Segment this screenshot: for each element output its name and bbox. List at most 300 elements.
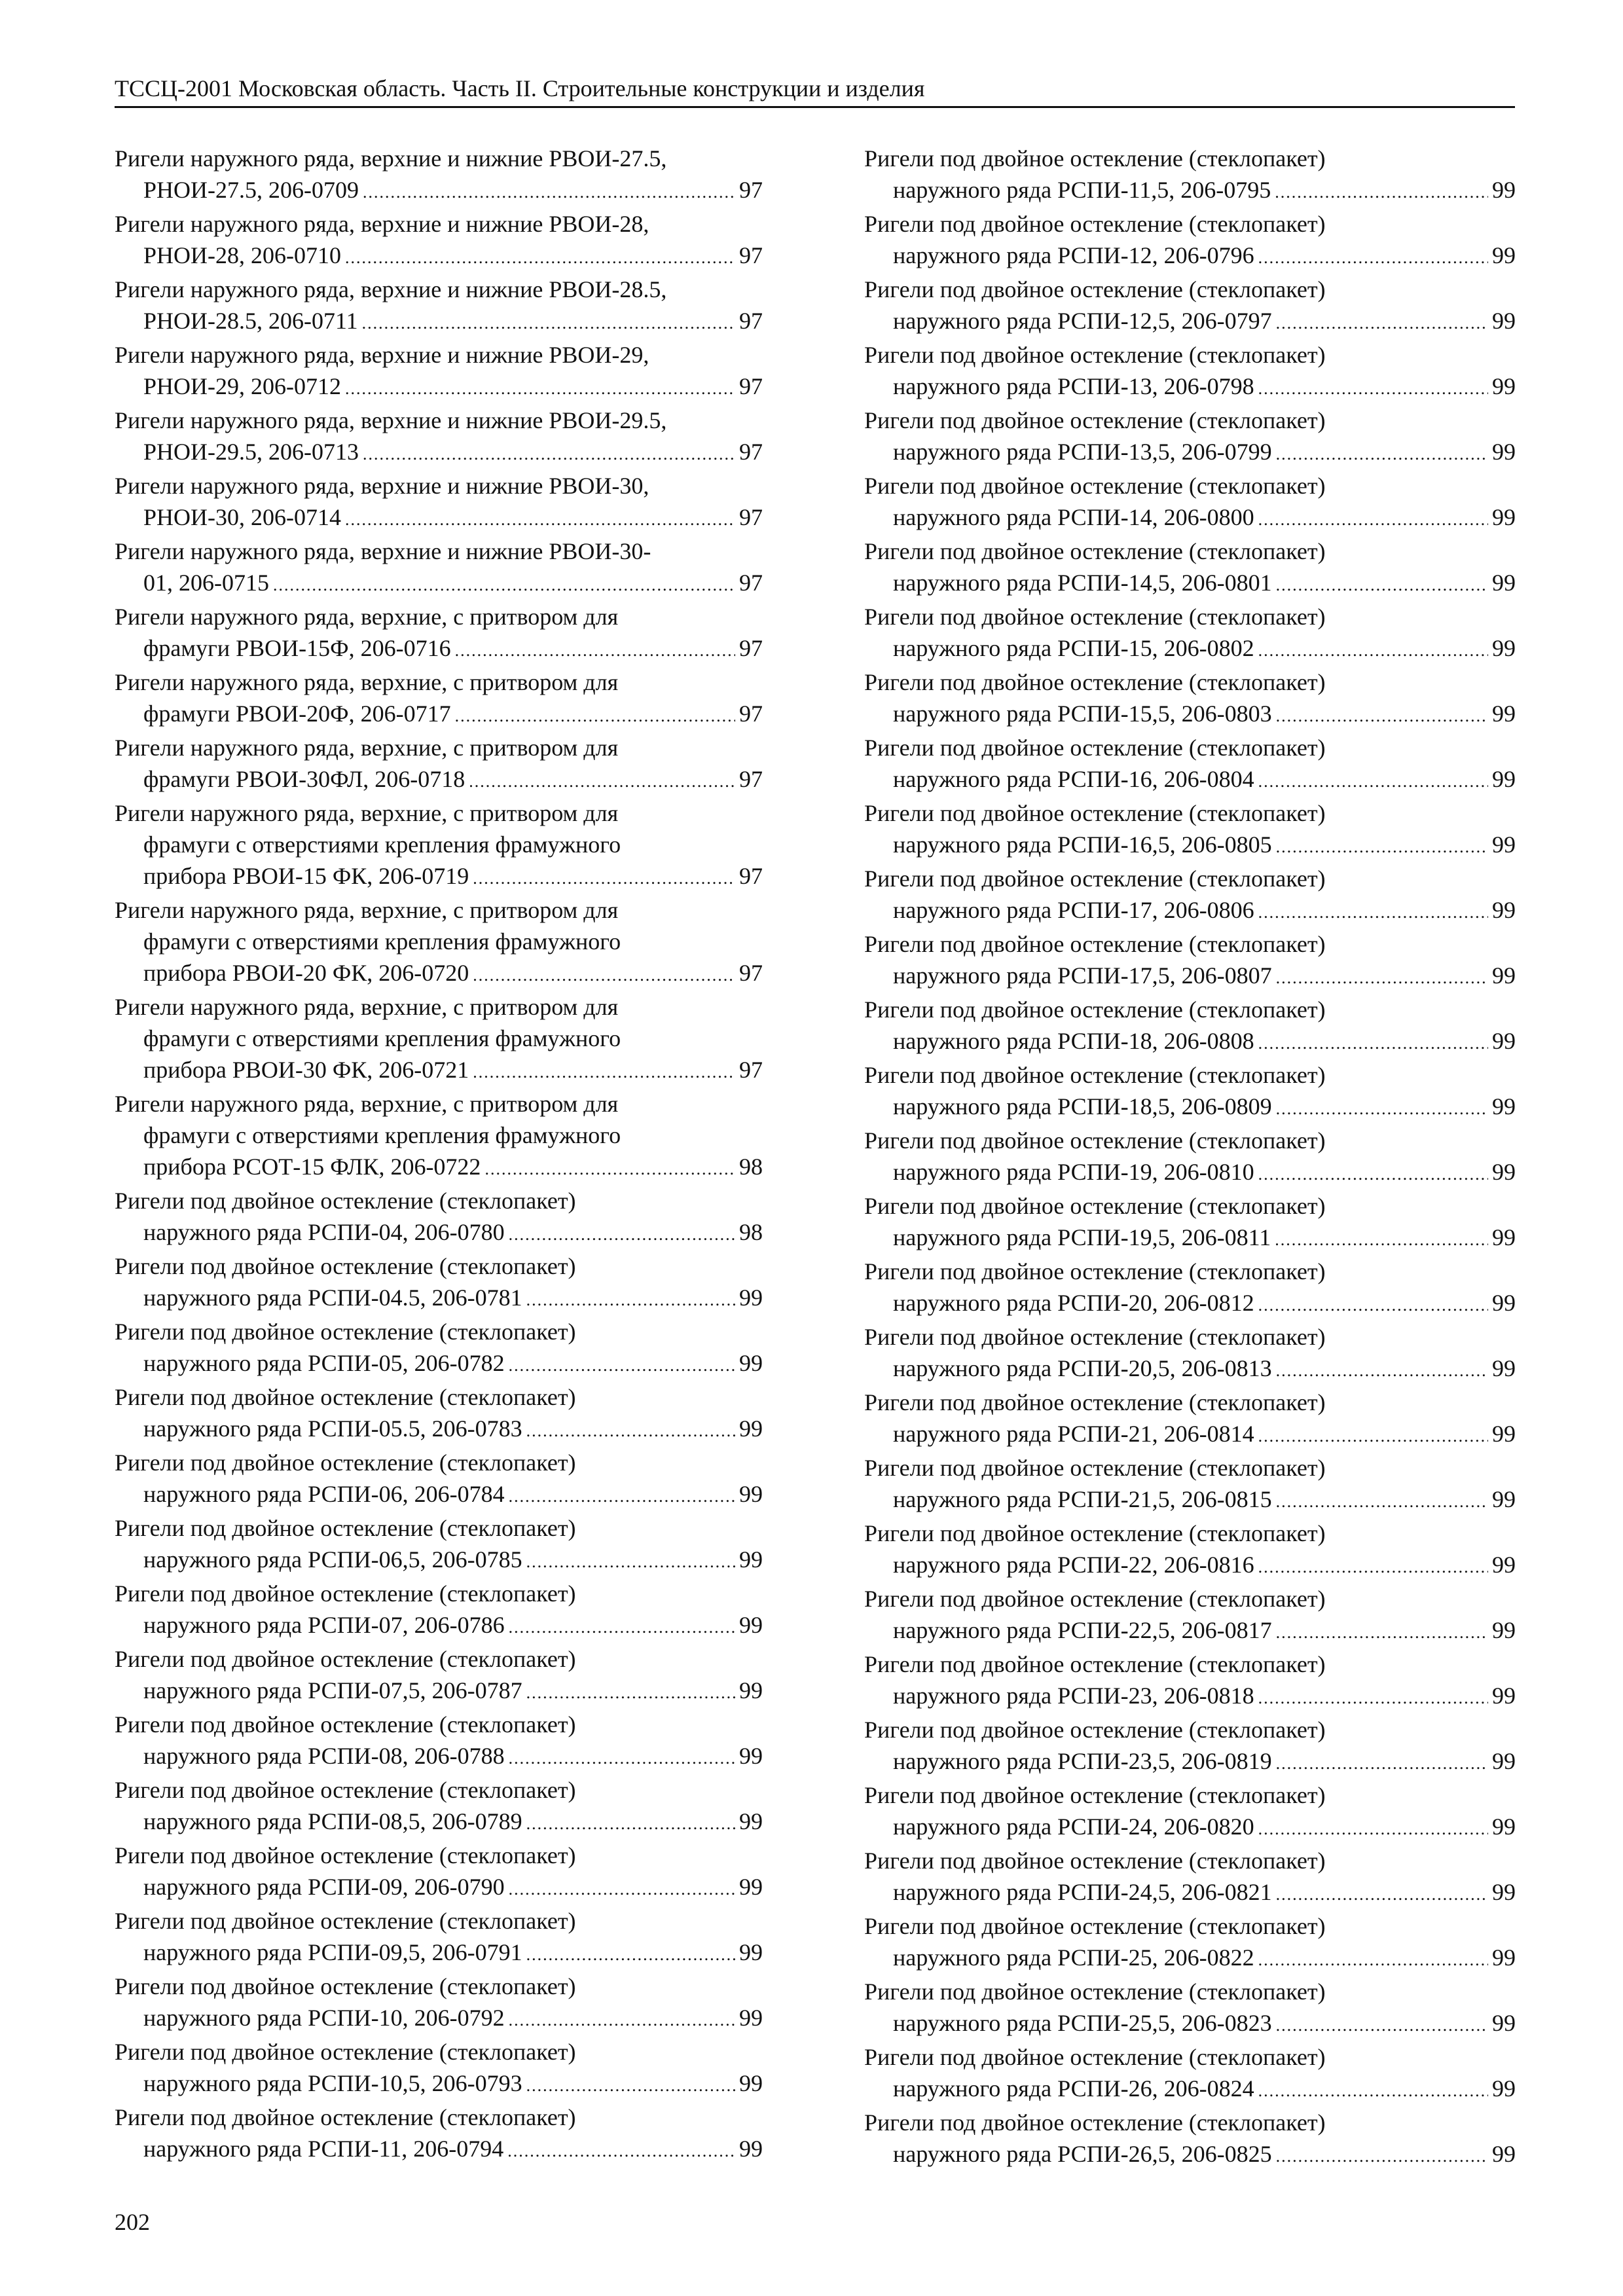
toc-entry-line: наружного ряда РСПИ-18, 206-0808 — [893, 1028, 1254, 1054]
toc-entry-line: Ригели под двойное остекление (стеклопакет) — [115, 1908, 576, 1934]
toc-entry-line: фрамуги РВОИ-15Ф, 206-0716 — [143, 635, 451, 661]
toc-entry — [115, 339, 763, 405]
dot-leader — [509, 1219, 735, 1250]
toc-entry-last-line — [864, 1287, 1516, 1321]
toc-entry — [864, 601, 1516, 666]
toc-entry-line: прибора РВОИ-30 ФК, 206-0721 — [143, 1057, 469, 1083]
toc-entry-last-line — [864, 371, 1516, 405]
dot-leader — [1258, 504, 1488, 536]
toc-entry-line: наружного ряда РСПИ-14,5, 206-0801 — [893, 570, 1272, 596]
toc-page-number: 97 — [739, 635, 763, 661]
toc-entry-line: наружного ряда РСПИ-11, 206-0794 — [143, 2136, 504, 2162]
toc-entry-last-line — [864, 1745, 1516, 1779]
toc-entry-last-line — [864, 567, 1516, 601]
toc-entry — [864, 2041, 1516, 2107]
dot-leader — [1276, 1748, 1488, 1779]
dot-leader — [1258, 635, 1488, 666]
toc-entry-line: Ригели под двойное остекление (стеклопакет) — [115, 1580, 576, 1607]
toc-entry-line: Ригели наружного ряда, верхние, с притвором для — [115, 994, 619, 1020]
toc-entry-line: наружного ряда РСПИ-21,5, 206-0815 — [893, 1486, 1272, 1512]
dot-leader — [1276, 1093, 1488, 1125]
toc-entry-line: наружного ряда РСПИ-19, 206-0810 — [893, 1159, 1254, 1185]
toc-page-number: 99 — [1492, 308, 1516, 334]
toc-entry-line: Ригели под двойное остекление (стеклопакет) — [864, 538, 1326, 564]
toc-page-number: 97 — [739, 504, 763, 530]
toc-entry-line: Ригели под двойное остекление (стеклопакет) — [864, 1520, 1326, 1546]
toc-entry-line: Ригели наружного ряда, верхние и нижние РВОИ-29, — [115, 342, 649, 368]
toc-entry-line: Ригели наружного ряда, верхние, с притвором для — [115, 800, 619, 826]
dot-leader — [507, 2136, 735, 2167]
toc-entry-last-line — [115, 632, 763, 666]
toc-entry-line: Ригели под двойное остекление (стеклопакет) — [864, 931, 1326, 957]
toc-page-number: 97 — [739, 242, 763, 268]
toc-entry-last-line — [115, 1740, 763, 1774]
toc-entry — [864, 928, 1516, 994]
dot-leader — [469, 766, 735, 797]
toc-entry-line: наружного ряда РСПИ-25,5, 206-0823 — [893, 2010, 1272, 2036]
toc-entry-line: наружного ряда РСПИ-05, 206-0782 — [143, 1350, 505, 1376]
toc-entry-last-line — [864, 1614, 1516, 1649]
toc-entry-line: РНОИ-29.5, 206-0713 — [143, 439, 359, 465]
toc-page-number: 99 — [1492, 439, 1516, 465]
toc-page-number: 99 — [1492, 1486, 1516, 1512]
toc-entry-line: РНОИ-28, 206-0710 — [143, 242, 341, 268]
toc-entry — [115, 536, 763, 601]
toc-entry-line: наружного ряда РСПИ-16, 206-0804 — [893, 766, 1254, 792]
toc-entry-line: Ригели наружного ряда, верхние, с притвором для — [115, 1091, 619, 1117]
toc-entry — [115, 2036, 763, 2102]
toc-entry — [864, 470, 1516, 536]
toc-entry-last-line — [115, 174, 763, 208]
dot-leader — [509, 1743, 735, 1774]
toc-entry-line: прибора РВОИ-20 ФК, 206-0720 — [143, 960, 469, 986]
dot-leader — [1258, 1813, 1488, 1845]
toc-page-number: 99 — [739, 2070, 763, 2096]
dot-leader — [1276, 570, 1488, 601]
toc-entry-line: Ригели под двойное остекление (стеклопакет) — [115, 2104, 576, 2130]
toc-page-number: 99 — [739, 1808, 763, 1834]
toc-entry-line: наружного ряда РСПИ-12, 206-0796 — [893, 242, 1254, 268]
dot-leader — [1275, 1224, 1488, 1256]
toc-page-number: 99 — [1492, 1093, 1516, 1120]
toc-entry — [115, 601, 763, 666]
dot-leader — [526, 1546, 735, 1578]
toc-entry-line: Ригели под двойное остекление (стеклопакет) — [864, 800, 1326, 826]
toc-entry-line: Ригели под двойное остекление (стеклопакет) — [864, 1193, 1326, 1219]
dot-leader — [345, 373, 735, 405]
toc-page-number: 99 — [1492, 1748, 1516, 1774]
toc-entry-line: Ригели под двойное остекление (стеклопакет) — [115, 1384, 576, 1410]
toc-entry — [864, 1387, 1516, 1452]
toc-entry-line: наружного ряда РСПИ-24, 206-0820 — [893, 1813, 1254, 1840]
toc-entry-line: Ригели под двойное остекление (стеклопакет) — [864, 735, 1326, 761]
dot-leader — [345, 242, 735, 274]
dot-leader — [1276, 2141, 1488, 2172]
toc-entry-last-line — [115, 371, 763, 405]
toc-entry-last-line — [115, 1347, 763, 1381]
toc-page-number: 99 — [1492, 1552, 1516, 1578]
toc-page-number: 99 — [1492, 1421, 1516, 1447]
toc-entry — [864, 1649, 1516, 1714]
toc-entry — [115, 797, 763, 894]
toc-entry-line: фрамуги с отверстиями крепления фрамужного — [143, 1122, 621, 1148]
toc-entry-line: Ригели под двойное остекление (стеклопакет) — [864, 1586, 1326, 1612]
dot-leader — [526, 1415, 735, 1447]
dot-leader — [1276, 1355, 1488, 1387]
toc-entry — [864, 1583, 1516, 1649]
toc-page-number: 99 — [1492, 2141, 1516, 2167]
dot-leader — [509, 1612, 735, 1643]
toc-page-number: 99 — [1492, 635, 1516, 661]
toc-entry-line: Ригели под двойное остекление (стеклопакет) — [864, 145, 1326, 172]
toc-entry-line: Ригели под двойное остекление (стеклопакет) — [864, 1324, 1326, 1350]
toc-entry-line: Ригели под двойное остекление (стеклопакет) — [864, 1258, 1326, 1285]
toc-entry-line: наружного ряда РСПИ-07,5, 206-0787 — [143, 1677, 522, 1704]
toc-entry — [115, 1447, 763, 1512]
toc-entry-line: наружного ряда РСПИ-06, 206-0784 — [143, 1481, 505, 1507]
toc-entry — [115, 666, 763, 732]
toc-page-number: 99 — [739, 2136, 763, 2162]
toc-page-number: 99 — [739, 1415, 763, 1442]
toc-entry-last-line — [115, 1544, 763, 1578]
toc-entry-line: Ригели под двойное остекление (стеклопакет) — [864, 669, 1326, 695]
dot-leader — [526, 2070, 735, 2102]
toc-page-number: 97 — [739, 308, 763, 334]
toc-entry-line: наружного ряда РСПИ-05.5, 206-0783 — [143, 1415, 522, 1442]
toc-page-number: 99 — [1492, 1617, 1516, 1643]
toc-entry-line: наружного ряда РСПИ-17,5, 206-0807 — [893, 962, 1272, 989]
toc-entry-last-line — [115, 1806, 763, 1840]
toc-entry — [864, 208, 1516, 274]
toc-page-number: 99 — [1492, 962, 1516, 989]
toc-entry-line: Ригели под двойное остекление (стеклопакет) — [115, 1319, 576, 1345]
toc-entry-last-line — [864, 501, 1516, 536]
dot-leader — [345, 504, 735, 536]
toc-page-number: 99 — [1492, 1944, 1516, 1971]
toc-page-number: 99 — [739, 1481, 763, 1507]
toc-page-number: 98 — [739, 1219, 763, 1245]
header-title: ТССЦ-2001 Московская область. Часть II. Строительные конструкции и изделия — [115, 75, 925, 101]
toc-entry-last-line — [115, 2002, 763, 2036]
toc-entry-last-line — [864, 1680, 1516, 1714]
toc-entry — [864, 536, 1516, 601]
toc-entry-last-line — [864, 698, 1516, 732]
dot-leader — [1258, 373, 1488, 405]
toc-entry-last-line — [115, 1216, 763, 1250]
toc-page-number: 99 — [1492, 2010, 1516, 2036]
toc-entry-last-line — [115, 1413, 763, 1447]
toc-entry — [864, 1452, 1516, 1518]
toc-entry-last-line — [864, 240, 1516, 274]
dot-leader — [1258, 766, 1488, 797]
toc-entry-line: наружного ряда РСПИ-10, 206-0792 — [143, 2005, 505, 2031]
toc-entry — [115, 1250, 763, 1316]
toc-entry-line: наружного ряда РСПИ-11,5, 206-0795 — [893, 177, 1271, 203]
toc-entry-line: Ригели под двойное остекление (стеклопакет) — [864, 1651, 1326, 1677]
toc-entry — [115, 1774, 763, 1840]
toc-entry-line: РНОИ-28.5, 206-0711 — [143, 308, 358, 334]
toc-entry-last-line — [115, 1937, 763, 1971]
dot-leader — [1258, 1028, 1488, 1059]
toc-entry-last-line — [864, 174, 1516, 208]
toc-entry-last-line — [864, 2138, 1516, 2172]
toc-entry-line: прибора РСОТ-15 ФЛК, 206-0722 — [143, 1154, 481, 1180]
dot-leader — [1276, 308, 1488, 339]
toc-entry — [115, 1971, 763, 2036]
toc-page-number: 99 — [739, 1743, 763, 1769]
toc-entry — [864, 1059, 1516, 1125]
toc-entry-last-line — [864, 960, 1516, 994]
toc-entry-last-line — [115, 957, 763, 991]
toc-entry — [115, 1185, 763, 1250]
toc-page-number: 99 — [1492, 1028, 1516, 1054]
toc-entry — [864, 863, 1516, 928]
toc-page-number: 99 — [739, 1874, 763, 1900]
toc-entry-last-line — [864, 2073, 1516, 2107]
toc-entry-last-line — [864, 1876, 1516, 1910]
toc-page-number: 99 — [1492, 1879, 1516, 1905]
toc-entry-last-line — [864, 1418, 1516, 1452]
toc-entry-last-line — [864, 1811, 1516, 1845]
toc-entry-line: 01, 206-0715 — [143, 570, 269, 596]
toc-entry-line: Ригели наружного ряда, верхние и нижние РВОИ-28, — [115, 211, 649, 237]
toc-entry — [864, 994, 1516, 1059]
dot-leader — [1276, 831, 1488, 863]
toc-entry-line: Ригели под двойное остекление (стеклопакет) — [115, 1646, 576, 1672]
toc-entry — [864, 143, 1516, 208]
toc-page-number: 99 — [1492, 1290, 1516, 1316]
toc-page-number: 99 — [1492, 831, 1516, 858]
toc-page-number: 99 — [1492, 570, 1516, 596]
toc-entry — [115, 1578, 763, 1643]
toc-entry-line: Ригели наружного ряда, верхние и нижние РВОИ-27.5, — [115, 145, 667, 172]
toc-entry-line: прибора РВОИ-15 ФК, 206-0719 — [143, 863, 469, 889]
dot-leader — [1258, 1159, 1488, 1190]
toc-page-number: 99 — [739, 1677, 763, 1704]
toc-entry-last-line — [864, 305, 1516, 339]
dot-leader — [1258, 242, 1488, 274]
toc-entry-line: наружного ряда РСПИ-23,5, 206-0819 — [893, 1748, 1272, 1774]
dot-leader — [473, 960, 735, 991]
dot-leader — [1275, 177, 1488, 208]
page-number: 202 — [115, 2209, 150, 2235]
toc-entry-line: наружного ряда РСПИ-15,5, 206-0803 — [893, 701, 1272, 727]
toc-entry-last-line — [115, 436, 763, 470]
toc-page-number: 99 — [1492, 1813, 1516, 1840]
dot-leader — [1276, 1617, 1488, 1649]
toc-entry-line: Ригели наружного ряда, верхние, с притвором для — [115, 669, 619, 695]
toc-page-number: 97 — [739, 373, 763, 399]
toc-page-number: 99 — [1492, 242, 1516, 268]
toc-entry-last-line — [115, 1675, 763, 1709]
toc-entry-last-line — [115, 567, 763, 601]
toc-entry — [864, 1190, 1516, 1256]
toc-entry — [115, 1709, 763, 1774]
dot-leader — [362, 308, 735, 339]
toc-entry-last-line — [864, 1025, 1516, 1059]
toc-entry-line: наружного ряда РСПИ-18,5, 206-0809 — [893, 1093, 1272, 1120]
toc-entry-last-line — [864, 1549, 1516, 1583]
toc-entry-line: Ригели наружного ряда, верхние и нижние РВОИ-28.5, — [115, 276, 667, 302]
toc-entry-line: Ригели под двойное остекление (стеклопакет) — [864, 407, 1326, 433]
toc-entry-line: Ригели под двойное остекление (стеклопакет) — [864, 342, 1326, 368]
toc-entry-line: РНОИ-30, 206-0714 — [143, 504, 341, 530]
dot-leader — [473, 1057, 735, 1088]
dot-leader — [509, 1874, 735, 1905]
toc-entry — [115, 1512, 763, 1578]
dot-leader — [1276, 701, 1488, 732]
toc-entry-last-line — [115, 501, 763, 536]
toc-entry-line: Ригели под двойное остекление (стеклопакет) — [864, 1455, 1326, 1481]
toc-entry — [115, 1905, 763, 1971]
toc-entry-line: Ригели под двойное остекление (стеклопакет) — [115, 1711, 576, 1738]
toc-entry-last-line — [864, 632, 1516, 666]
toc-entry-line: наружного ряда РСПИ-07, 206-0786 — [143, 1612, 505, 1638]
toc-entry-last-line — [864, 1222, 1516, 1256]
toc-entry-line: Ригели наружного ряда, верхние, с притвором для — [115, 897, 619, 923]
toc-entry — [864, 2107, 1516, 2172]
toc-entry-line: наружного ряда РСПИ-16,5, 206-0805 — [893, 831, 1272, 858]
toc-entry-last-line — [115, 1609, 763, 1643]
toc-entry-line: Ригели под двойное остекление (стеклопакет) — [864, 1062, 1326, 1088]
toc-entry-line: Ригели под двойное остекление (стеклопакет) — [864, 1848, 1326, 1874]
toc-page-number: 97 — [739, 1057, 763, 1083]
page-header — [115, 71, 1515, 108]
toc-entry — [864, 797, 1516, 863]
toc-page-number: 97 — [739, 177, 763, 203]
toc-entry-last-line — [864, 1942, 1516, 1976]
toc-entry-line: фрамуги с отверстиями крепления фрамужного — [143, 831, 621, 858]
toc-entry-last-line — [864, 763, 1516, 797]
toc-page-number: 99 — [739, 1939, 763, 1965]
toc-entry-line: РНОИ-27.5, 206-0709 — [143, 177, 359, 203]
toc-left-column — [115, 143, 763, 2167]
toc-entry-line: Ригели под двойное остекление (стеклопакет) — [864, 1389, 1326, 1415]
dot-leader — [1276, 962, 1488, 994]
toc-page-number: 99 — [1492, 1683, 1516, 1709]
dot-leader — [526, 1939, 735, 1971]
toc-page-number: 99 — [739, 1285, 763, 1311]
toc-entry-line: Ригели под двойное остекление (стеклопакет) — [115, 1973, 576, 1999]
toc-entry-last-line — [864, 829, 1516, 863]
toc-entry — [864, 405, 1516, 470]
toc-entry — [864, 1779, 1516, 1845]
toc-entry-line: наружного ряда РСПИ-13, 206-0798 — [893, 373, 1254, 399]
dot-leader — [473, 863, 735, 894]
toc-entry-line: наружного ряда РСПИ-14, 206-0800 — [893, 504, 1254, 530]
toc-page-number: 99 — [739, 1350, 763, 1376]
dot-leader — [509, 1481, 735, 1512]
dot-leader — [526, 1285, 735, 1316]
toc-entry-line: наружного ряда РСПИ-20, 206-0812 — [893, 1290, 1254, 1316]
dot-leader — [1258, 1421, 1488, 1452]
toc-entry-last-line — [115, 1151, 763, 1185]
toc-page-number: 99 — [1492, 701, 1516, 727]
toc-entry — [115, 274, 763, 339]
toc-entry-line: Ригели под двойное остекление (стеклопакет) — [115, 1777, 576, 1803]
toc-entry-line: Ригели под двойное остекление (стеклопакет) — [864, 1978, 1326, 2005]
toc-entry-line: наружного ряда РСПИ-23, 206-0818 — [893, 1683, 1254, 1709]
dot-leader — [455, 701, 735, 732]
dot-leader — [1258, 1683, 1488, 1714]
toc-entry — [115, 894, 763, 991]
toc-entry — [864, 1910, 1516, 1976]
toc-page-number: 99 — [1492, 1355, 1516, 1381]
toc-page-number: 97 — [739, 863, 763, 889]
dot-leader — [363, 439, 735, 470]
toc-entry-last-line — [115, 305, 763, 339]
toc-entry-line: наружного ряда РСПИ-24,5, 206-0821 — [893, 1879, 1272, 1905]
toc-entry-line: Ригели под двойное остекление (стеклопакет) — [864, 211, 1326, 237]
toc-entry — [115, 1381, 763, 1447]
dot-leader — [509, 2005, 735, 2036]
toc-entry-line: наружного ряда РСПИ-26, 206-0824 — [893, 2075, 1254, 2102]
toc-entry-line: наружного ряда РСПИ-15, 206-0802 — [893, 635, 1254, 661]
toc-entry-line: Ригели под двойное остекление (стеклопакет) — [864, 1913, 1326, 1939]
toc-entry-line: Ригели под двойное остекление (стеклопакет) — [115, 1449, 576, 1476]
toc-entry-line: наружного ряда РСПИ-22,5, 206-0817 — [893, 1617, 1272, 1643]
toc-page-number: 99 — [739, 1612, 763, 1638]
toc-entry — [864, 732, 1516, 797]
dot-leader — [509, 1350, 735, 1381]
toc-entry — [115, 1316, 763, 1381]
dot-leader — [273, 570, 735, 601]
toc-page-number: 99 — [1492, 2075, 1516, 2102]
toc-entry-last-line — [115, 1871, 763, 1905]
toc-entry — [864, 1714, 1516, 1779]
toc-entry-line: Ригели под двойное остекление (стеклопакет) — [115, 1188, 576, 1214]
toc-page-number: 99 — [1492, 766, 1516, 792]
toc-entry-line: наружного ряда РСПИ-19,5, 206-0811 — [893, 1224, 1271, 1250]
toc-entry — [115, 1840, 763, 1905]
dot-leader — [1258, 1944, 1488, 1976]
toc-page-number: 99 — [739, 2005, 763, 2031]
toc-page-number: 99 — [1492, 1224, 1516, 1250]
dot-leader — [1258, 2075, 1488, 2107]
toc-entry-line: наружного ряда РСПИ-08, 206-0788 — [143, 1743, 505, 1769]
toc-entry-line: Ригели под двойное остекление (стеклопакет) — [864, 1127, 1326, 1154]
toc-entry-line: фрамуги с отверстиями крепления фрамужного — [143, 928, 621, 955]
toc-entry-last-line — [115, 1282, 763, 1316]
dot-leader — [484, 1154, 735, 1185]
toc-entry-line: наружного ряда РСПИ-17, 206-0806 — [893, 897, 1254, 923]
toc-entry-last-line — [864, 2007, 1516, 2041]
toc-page-number: 97 — [739, 570, 763, 596]
toc-entry-line: Ригели под двойное остекление (стеклопакет) — [864, 1717, 1326, 1743]
toc-entry-last-line — [115, 240, 763, 274]
toc-entry-line: Ригели под двойное остекление (стеклопакет) — [864, 604, 1326, 630]
toc-entry-line: наружного ряда РСПИ-09, 206-0790 — [143, 1874, 505, 1900]
toc-entry-line: Ригели под двойное остекление (стеклопакет) — [115, 1515, 576, 1541]
toc-entry-last-line — [115, 763, 763, 797]
toc-entry — [864, 1518, 1516, 1583]
toc-entry-line: фрамуги РВОИ-20Ф, 206-0717 — [143, 701, 451, 727]
toc-page-number: 99 — [739, 1546, 763, 1573]
dot-leader — [1258, 1552, 1488, 1583]
toc-entry-line: Ригели наружного ряда, верхние, с притвором для — [115, 735, 619, 761]
toc-entry — [115, 1643, 763, 1709]
toc-entry-line: Ригели под двойное остекление (стеклопакет) — [115, 1842, 576, 1868]
toc-entry-line: наружного ряда РСПИ-09,5, 206-0791 — [143, 1939, 522, 1965]
toc-entry-last-line — [864, 1156, 1516, 1190]
toc-entry-line: Ригели наружного ряда, верхние, с притвором для — [115, 604, 619, 630]
toc-entry-line: Ригели под двойное остекление (стеклопакет) — [864, 866, 1326, 892]
dot-leader — [1276, 439, 1488, 470]
toc-entry-line: Ригели наружного ряда, верхние и нижние РВОИ-30- — [115, 538, 651, 564]
toc-entry — [864, 1125, 1516, 1190]
toc-entry-line: Ригели под двойное остекление (стеклопакет) — [864, 2109, 1326, 2136]
toc-entry — [115, 208, 763, 274]
